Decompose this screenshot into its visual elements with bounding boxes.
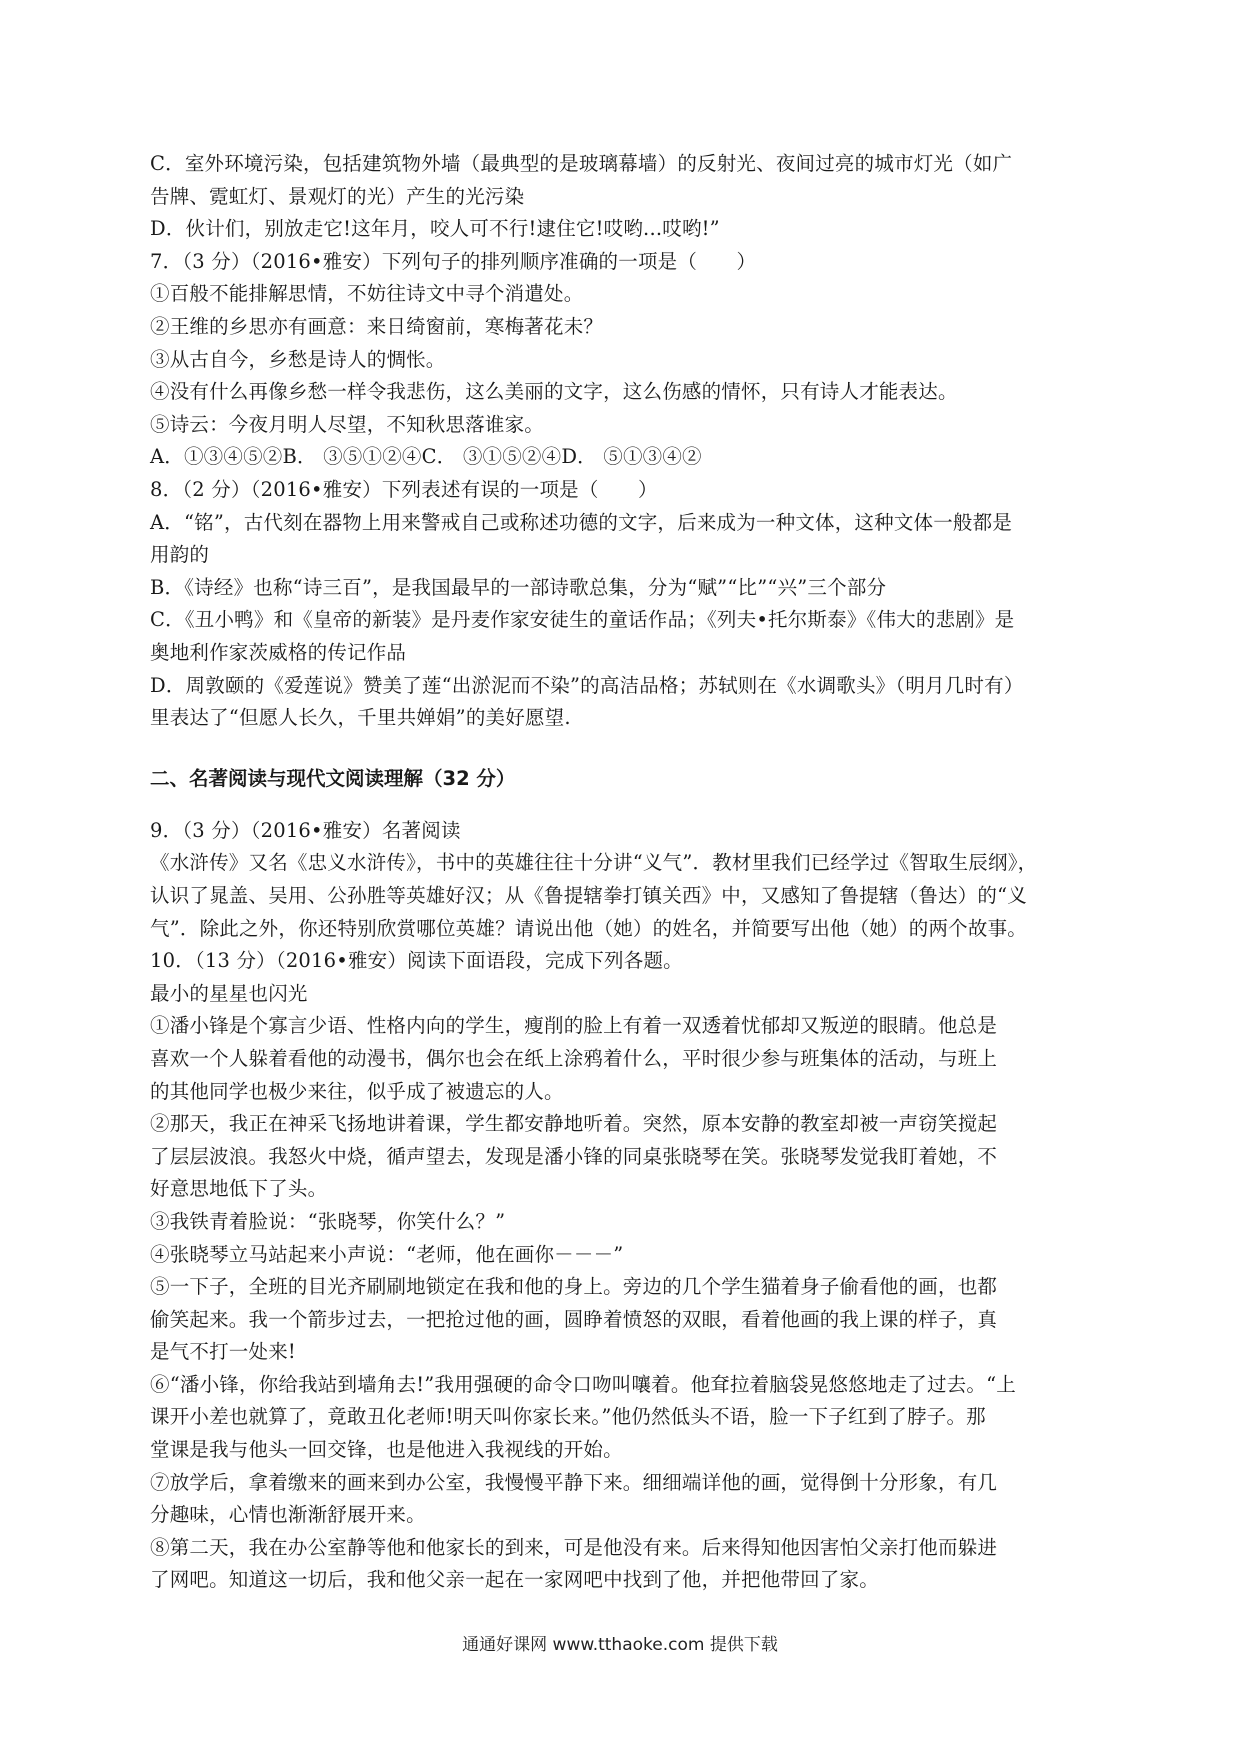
q10-p6-line1: ⑥“潘小锋，你给我站到墙角去!”我用强硬的命令口吻叫嚷着。他耷拉着脑袋晃悠悠地走了过去。“上 [150, 1372, 1016, 1396]
q10-p2-line1: ②那天，我正在神采飞扬地讲着课，学生都安静地听着。突然，原本安静的教室却被一声窃笑搅起 [150, 1112, 998, 1136]
q7-sentence-3: ③从古自今，乡愁是诗人的惆怅。 [150, 347, 446, 371]
q10-p6-line2: 课开小差也就算了，竟敢丑化老师!明天叫你家长来。”他仍然低头不语，脸一下子红到了脖子。那 [150, 1405, 986, 1429]
q7-sentence-4: ④没有什么再像乡愁一样令我悲伤，这么美丽的文字，这么伤感的情怀，只有诗人才能表达。 [150, 380, 958, 404]
q8-option-a-line2: 用韵的 [150, 543, 210, 567]
q7-options: A．①③④⑤②B． ③⑤①②④C． ③①⑤②④D． ⑤①③④② [150, 445, 702, 469]
q8-option-d-line2: 里表达了“但愿人长久，千里共婵娟”的美好愿望. [150, 706, 571, 730]
q10-p1-line3: 的其他同学也极少来往，似乎成了被遗忘的人。 [150, 1079, 564, 1103]
q6-option-c-line2: 告牌、霓虹灯、景观灯的光）产生的光污染 [150, 184, 525, 208]
exam-page-body [150, 148, 1095, 1597]
q10-p7-line2: 分趣味，心情也渐渐舒展开来。 [150, 1503, 426, 1527]
q10-passage-title: 最小的星星也闪光 [150, 981, 308, 1005]
q10-p7-line1: ⑦放学后，拿着缴来的画来到办公室，我慢慢平静下来。细细端详他的画，觉得倒十分形象，有几 [150, 1470, 998, 1494]
q10-p1-line1: ①潘小锋是个寡言少语、性格内向的学生，瘦削的脸上有着一双透着忧郁却又叛逆的眼睛。他总是 [150, 1014, 998, 1038]
q10-p8-line2: 了网吧。知道这一切后，我和他父亲一起在一家网吧中找到了他，并把他带回了家。 [150, 1568, 879, 1592]
q10-p4: ④张晓琴立马站起来小声说：“老师，他在画你－－－” [150, 1242, 624, 1266]
q10-stem: 10．（13 分）（2016•雅安）阅读下面语段，完成下列各题。 [150, 949, 683, 973]
q6-option-d: D．伙计们，别放走它!这年月，咬人可不行!逮住它!哎哟...哎哟!” [150, 217, 720, 241]
q7-stem: 7．（3 分）（2016•雅安）下列句子的排列顺序准确的一项是（ ） [150, 249, 757, 273]
q8-option-a-line1: A．“铭”，古代刻在器物上用来警戒自己或称述功德的文字，后来成为一种文体，这种文体一般都是 [150, 510, 1013, 534]
q8-option-b: B．《诗经》也称“诗三百”，是我国最早的一部诗歌总集，分为“赋”“比”“兴”三个部分 [150, 575, 887, 599]
q10-p5-line1: ⑤一下子，全班的目光齐刷刷地锁定在我和他的身上。旁边的几个学生猫着身子偷看他的画，也都 [150, 1275, 998, 1299]
page-footer: 通通好课网 www.tthaoke.com 提供下载 [462, 1635, 778, 1655]
q8-stem: 8．（2 分）（2016•雅安）下列表述有误的一项是（ ） [150, 477, 658, 501]
q10-p6-line3: 堂课是我与他头一回交锋，也是他进入我视线的开始。 [150, 1438, 623, 1462]
q10-p1-line2: 喜欢一个人躲着看他的动漫书，偶尔也会在纸上涂鸦着什么，平时很少参与班集体的活动，与班上 [150, 1046, 998, 1070]
q8-option-c-line1: C．《丑小鸭》和《皇帝的新装》是丹麦作家安徒生的童话作品；《列夫•托尔斯泰》《伟大的悲剧》是 [150, 608, 1015, 632]
section-2-title: 二、名著阅读与现代文阅读理解（32 分） [150, 766, 516, 790]
q10-p5-line3: 是气不打一处来! [150, 1340, 296, 1364]
q10-p2-line2: 了层层波浪。我怒火中烧，循声望去，发现是潘小锋的同桌张晓琴在笑。张晓琴发觉我盯着她，不 [150, 1144, 998, 1168]
q7-sentence-2: ②王维的乡思亦有画意：来日绮窗前，寒梅著花未？ [150, 314, 604, 338]
q9-stem: 9．（3 分）（2016•雅安）名著阅读 [150, 818, 461, 842]
q8-option-d-line1: D．周敦颐的《爱莲说》赞美了莲“出淤泥而不染”的高洁品格；苏轼则在《水调歌头》（明月几时有） [150, 673, 1024, 697]
q8-option-c-line2: 奥地利作家茨威格的传记作品 [150, 640, 407, 664]
q9-passage-line2: 认识了晁盖、吴用、公孙胜等英雄好汉；从《鲁提辖拳打镇关西》中，又感知了鲁提辖（鲁达）的“义 [150, 883, 1027, 907]
q10-p8-line1: ⑧第二天，我在办公室静等他和他家长的到来，可是他没有来。后来得知他因害怕父亲打他而躲进 [150, 1535, 998, 1559]
q7-sentence-1: ①百般不能排解思情，不妨往诗文中寻个消遣处。 [150, 282, 584, 306]
q6-option-c-line1: C．室外环境污染，包括建筑物外墙（最典型的是玻璃幕墙）的反射光、夜间过亮的城市灯光（如广 [150, 152, 1013, 175]
q10-p2-line3: 好意思地低下了头。 [150, 1177, 328, 1201]
q10-p3: ③我铁青着脸说：“张晓琴，你笑什么？” [150, 1209, 506, 1233]
q9-passage-line1: 《水浒传》又名《忠义水浒传》，书中的英雄往往十分讲“义气”．教材里我们已经学过《智取生辰纲》， [150, 851, 1038, 875]
q9-passage-line3: 气”．除此之外，你还特别欣赏哪位英雄？请说出他（她）的姓名，并简要写出他（她）的两个故事。 [150, 916, 1027, 940]
q7-sentence-5: ⑤诗云：今夜月明人尽望，不知秋思落谁家。 [150, 412, 545, 436]
q10-p5-line2: 偷笑起来。我一个箭步过去，一把抢过他的画，圆睁着愤怒的双眼，看着他画的我上课的样子，真 [150, 1307, 998, 1331]
